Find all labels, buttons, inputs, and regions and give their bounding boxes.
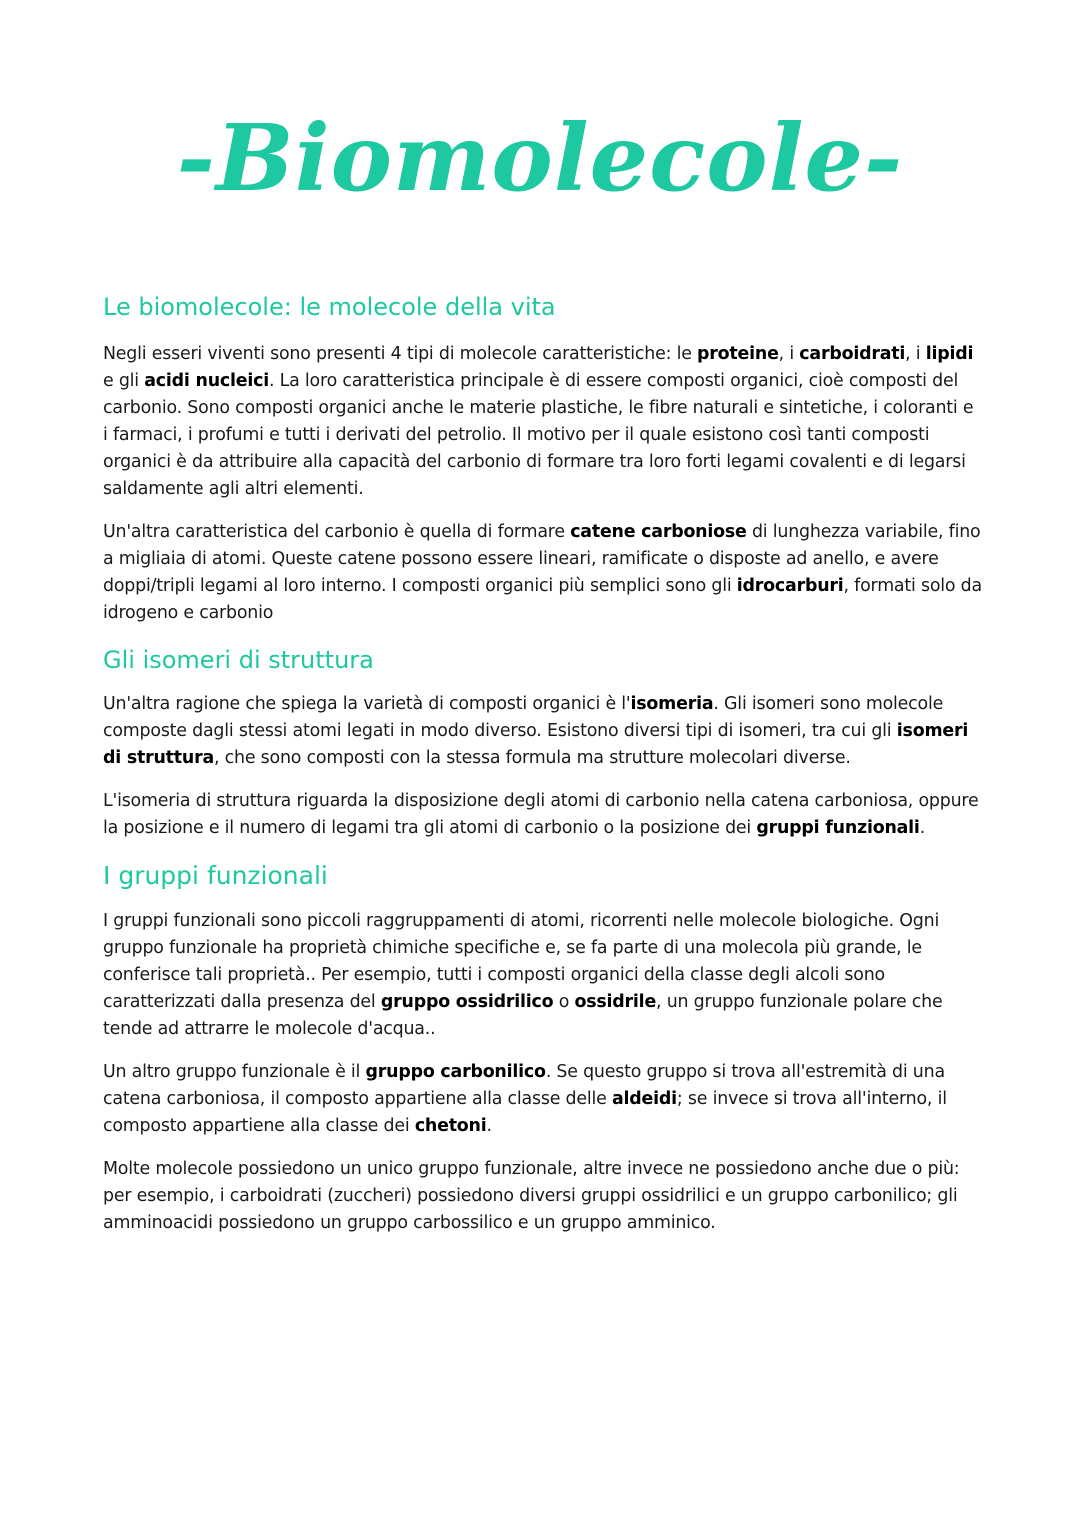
text-run: ; se invece si trova all'interno, il composto appartiene alla classe dei <box>103 1089 947 1136</box>
text-run: , formati solo da idrogeno e carbonio <box>103 576 982 623</box>
paragraph <box>103 519 983 627</box>
paragraph <box>103 1059 983 1140</box>
section-gruppi-funzionali <box>103 858 983 1237</box>
text-run: . <box>486 1116 492 1136</box>
text-run: Un'altra ragione che spiega la varietà di composti organici è l' <box>103 694 631 714</box>
text-run: di lunghezza variabile, fino a migliaia di atomi. Queste catene possono essere lineari, ramificate o disposte ad anello, e avere doppi/tripli legami al loro interno. I composti organici più semplici sono gli <box>103 522 981 596</box>
key-term: idrocarburi <box>736 576 844 596</box>
key-term: gruppo ossidrilico <box>380 992 554 1012</box>
key-term: gruppi funzionali <box>756 818 920 838</box>
text-run: Un'altra caratteristica del carbonio è quella di formare <box>103 522 571 542</box>
text-run: . Gli isomeri sono molecole composte dagli stessi atomi legati in modo diverso. Esistono diversi tipi di isomeri, tra cui gli <box>103 694 944 741</box>
key-term: isomeria <box>630 694 714 714</box>
key-term: aldeidi <box>612 1089 677 1109</box>
key-term: isomeri di struttura <box>103 721 969 768</box>
document-body <box>103 285 983 1253</box>
text-run: L'isomeria di struttura riguarda la disposizione degli atomi di carbonio nella catena carboniosa, oppure la posizione e il numero di legami tra gli atomi di carbonio o la posizione dei <box>103 791 979 838</box>
paragraph <box>103 691 983 772</box>
text-run: Molte molecole possiedono un unico gruppo funzionale, altre invece ne possiedono anche due o più: per esempio, i carboidrati (zuccheri) possiedono diversi gruppi ossidrilici e un gruppo carbonilico; gli amminoacidi possiedono un gruppo carbossilico e un gruppo amminico. <box>103 1159 960 1233</box>
key-term: proteine <box>697 344 779 364</box>
paragraph <box>103 341 983 503</box>
text-run: . Se questo gruppo si trova all'estremità di una catena carboniosa, il composto appartiene alla classe delle <box>103 1062 945 1109</box>
section-heading-gruppi-funzionali: I gruppi funzionali <box>103 861 328 890</box>
text-run: Negli esseri viventi sono presenti 4 tipi di molecole caratteristiche: le <box>103 344 698 364</box>
section-isomeri <box>103 643 983 842</box>
key-term: acidi nucleici <box>144 371 269 391</box>
text-run: , i <box>905 344 926 364</box>
text-run: . La loro caratteristica principale è di essere composti organici, cioè composti del carbonio. Sono composti organici anche le materie plastiche, le fibre naturali e sintetiche, i coloranti e i farmaci, i profumi e tutti i derivati del petrolio. Il motivo per il quale esistono così tanti composti organici è da attribuire alla capacità del carbonio di formare tra loro forti legami covalenti e di legarsi saldamente agli altri elementi. <box>103 371 974 499</box>
text-run: I gruppi funzionali sono piccoli raggruppamenti di atomi, ricorrenti nelle molecole biologiche. Ogni gruppo funzionale ha proprietà chimiche specifiche e, se fa parte di una molecola più grande, le conferisce tali proprietà.. Per esempio, tutti i composti organici della classe degli alcoli sono caratterizzati dalla presenza del <box>103 911 940 1012</box>
paragraph <box>103 1156 983 1237</box>
page-title: -Biomolecole- <box>176 104 904 212</box>
key-term: carboidrati <box>799 344 906 364</box>
text-run: , i <box>778 344 800 364</box>
text-run: , un gruppo funzionale polare che tende ad attrarre le molecole d'acqua.. <box>103 992 943 1039</box>
text-run: . <box>919 818 926 838</box>
text-run: , che sono composti con la stessa formula ma strutture molecolari diverse. <box>214 748 851 768</box>
section-biomolecole <box>103 289 983 627</box>
key-term: lipidi <box>925 344 974 364</box>
key-term: gruppo carbonilico <box>365 1062 546 1082</box>
paragraph <box>103 788 983 842</box>
text-run: Un altro gruppo funzionale è il <box>103 1062 366 1082</box>
text-run: o <box>553 992 575 1012</box>
key-term: chetoni <box>414 1116 487 1136</box>
key-term: ossidrile <box>574 992 657 1012</box>
text-run: e gli <box>103 371 145 391</box>
key-term: catene carboniose <box>570 522 747 542</box>
paragraph <box>103 908 983 1043</box>
section-heading-biomolecole: Le biomolecole: le molecole della vita <box>103 293 556 321</box>
section-heading-isomeri: Gli isomeri di struttura <box>103 646 374 674</box>
